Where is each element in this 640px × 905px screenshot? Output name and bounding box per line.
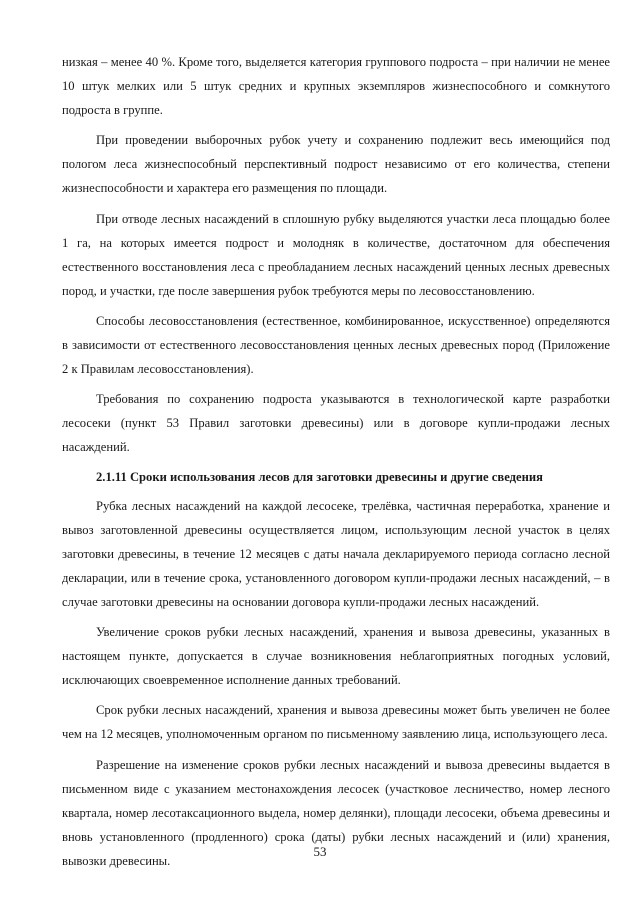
section-heading: 2.1.11 Сроки использования лесов для заготовки древесины и другие сведения — [96, 469, 543, 484]
paragraph-term-extension: Увеличение сроков рубки лесных насаждений, хранения и вывоза древесины, указанных в настоящем пункте, допускается в случае возникновения неблагоприятных погодных условий, исключающих своевременное исполнение данных требований. — [62, 625, 610, 688]
paragraph-clear-felling: При отводе лесных насаждений в сплошную рубку выделяются участки леса площадью более 1 га, на которых имеется подрост и молодняк в количестве, достаточном для обеспечения естественного восстановления леса с преобладанием лесных насаждений ценных лесных древесных пород, и участки, где после завершения рубок требуются меры по лесовосстановлению. — [62, 211, 610, 298]
paragraph-selective-felling: При проведении выборочных рубок учету и сохранению подлежит весь имеющийся под пологом леса жизнеспособный перспективный подрост независимо от его количества, степени жизнеспособности и характера его размещения по площади. — [62, 133, 610, 196]
paragraph-continuation: низкая – менее 40 %. Кроме того, выделяется категория группового подроста – при наличии не менее 10 штук мелких или 5 штук средних и крупных экземпляров жизнеспособного и сомкнутого подроста в группе. — [62, 55, 610, 118]
paragraph-felling-terms: Рубка лесных насаждений на каждой лесосеке, трелёвка, частичная переработка, хранение и вывоз заготовленной древесины осуществляется лицом, использующим лесной участок в целях заготовки древесины, в течение 12 месяцев с даты начала декларируемого периода согласно лесной декларации, или в течение срока, установленного договором купли-продажи лесных насаждений, – в случае заготовки древесины на основании договора купли-продажи лесных насаждений. — [62, 498, 610, 609]
page-number: 53 — [313, 844, 327, 859]
paragraph-permission: Разрешение на изменение сроков рубки лесных насаждений и вывоза древесины выдается в письменном виде с указанием местонахождения лесосек (участковое лесничество, номер лесного квартала, номер лесотаксационного выдела, номер делянки), площади лесосеки, объема древесины и вновь установленного (продленного) срока (даты) рубки лесных насаждений и (или) хранения, вывозки древесины. — [62, 757, 610, 868]
paragraph-term-limit: Срок рубки лесных насаждений, хранения и вывоза древесины может быть увеличен не более чем на 12 месяцев, уполномоченным органом по письменному заявлению лица, использующего леса. — [62, 703, 610, 742]
paragraph-reforestation-methods: Способы лесовосстановления (естественное, комбинированное, искусственное) определяются в зависимости от естественного лесовосстановления ценных лесных древесных пород (Приложение 2 к Правилам лесовосстановления). — [62, 313, 610, 377]
paragraph-undergrowth-requirements: Требования по сохранению подроста указываются в технологической карте разработки лесосеки (пункт 53 Правил заготовки древесины) или в договоре купли-продажи лесных насаждений. — [62, 392, 610, 455]
document-page — [62, 50, 610, 873]
